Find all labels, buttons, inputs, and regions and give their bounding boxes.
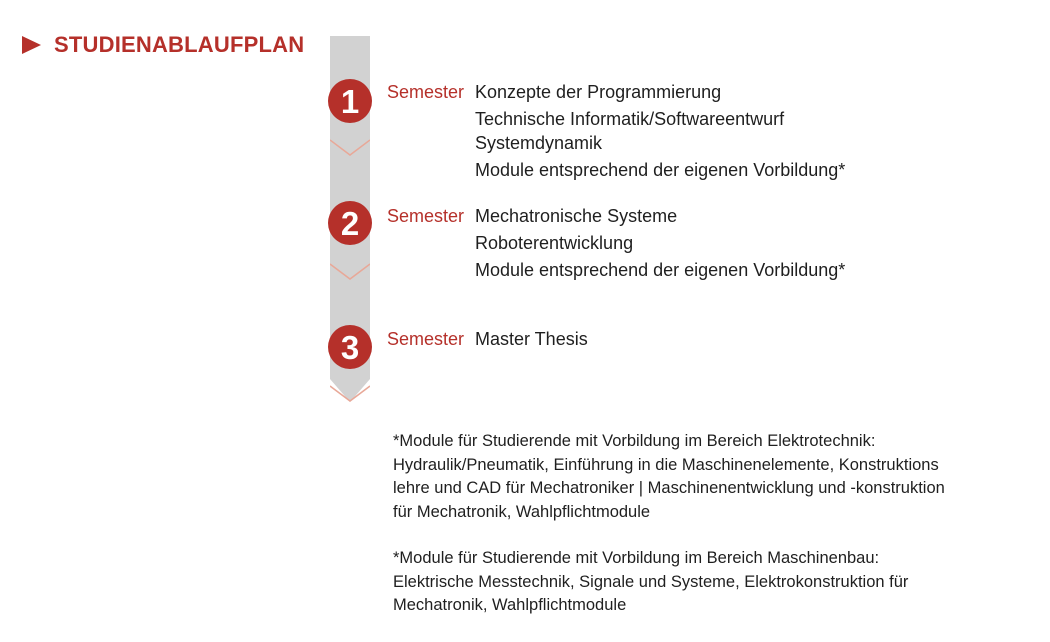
- semester-1-modules: [475, 80, 995, 185]
- module-item: Konzepte der Programmierung: [475, 82, 722, 102]
- semester-3-modules: [475, 327, 995, 354]
- footnote-maschinenbau: [393, 547, 1023, 618]
- module-item: Roboterentwicklung: [475, 233, 634, 253]
- footnote-line: für Mechatronik, Wahlpflichtmodule: [393, 502, 651, 521]
- footnote-line: Hydraulik/Pneumatik, Einführung in die Maschinenelemente, Konstruktions: [393, 455, 939, 474]
- module-item: Systemdynamik: [475, 133, 603, 153]
- page-header: [22, 32, 304, 58]
- semester-2-badge: 2: [328, 201, 372, 245]
- play-triangle-icon: [22, 36, 41, 54]
- footnote-line: Elektrische Messtechnik, Signale und Systeme, Elektrokonstruktion für: [393, 572, 909, 591]
- semester-2-label: Semester: [387, 206, 465, 226]
- module-item: Module entsprechend der eigenen Vorbildung*: [475, 160, 846, 180]
- footnote-line: lehre und CAD für Mechatroniker | Maschinenentwicklung und -konstruktion: [393, 479, 945, 497]
- semester-1-label: Semester: [387, 82, 465, 102]
- page-title: STUDIENABLAUFPLAN: [54, 32, 305, 57]
- module-item: Master Thesis: [475, 329, 588, 349]
- semester-3-badge: 3: [328, 325, 372, 369]
- semester-3-label: Semester: [387, 329, 465, 349]
- module-item: Mechatronische Systeme: [475, 206, 678, 226]
- module-item: Module entsprechend der eigenen Vorbildung*: [475, 260, 846, 280]
- footnote-line: *Module für Studierende mit Vorbildung im Bereich Elektrotechnik:: [393, 432, 876, 450]
- semester-2-modules: [475, 204, 995, 285]
- semester-1-badge: 1: [328, 79, 372, 123]
- module-item: Technische Informatik/Softwareentwurf: [475, 109, 785, 129]
- footnote-line: *Module für Studierende mit Vorbildung im Bereich Maschinenbau:: [393, 549, 880, 567]
- footnote-elektrotechnik: [393, 430, 1023, 524]
- footnote-line: Mechatronik, Wahlpflichtmodule: [393, 596, 627, 614]
